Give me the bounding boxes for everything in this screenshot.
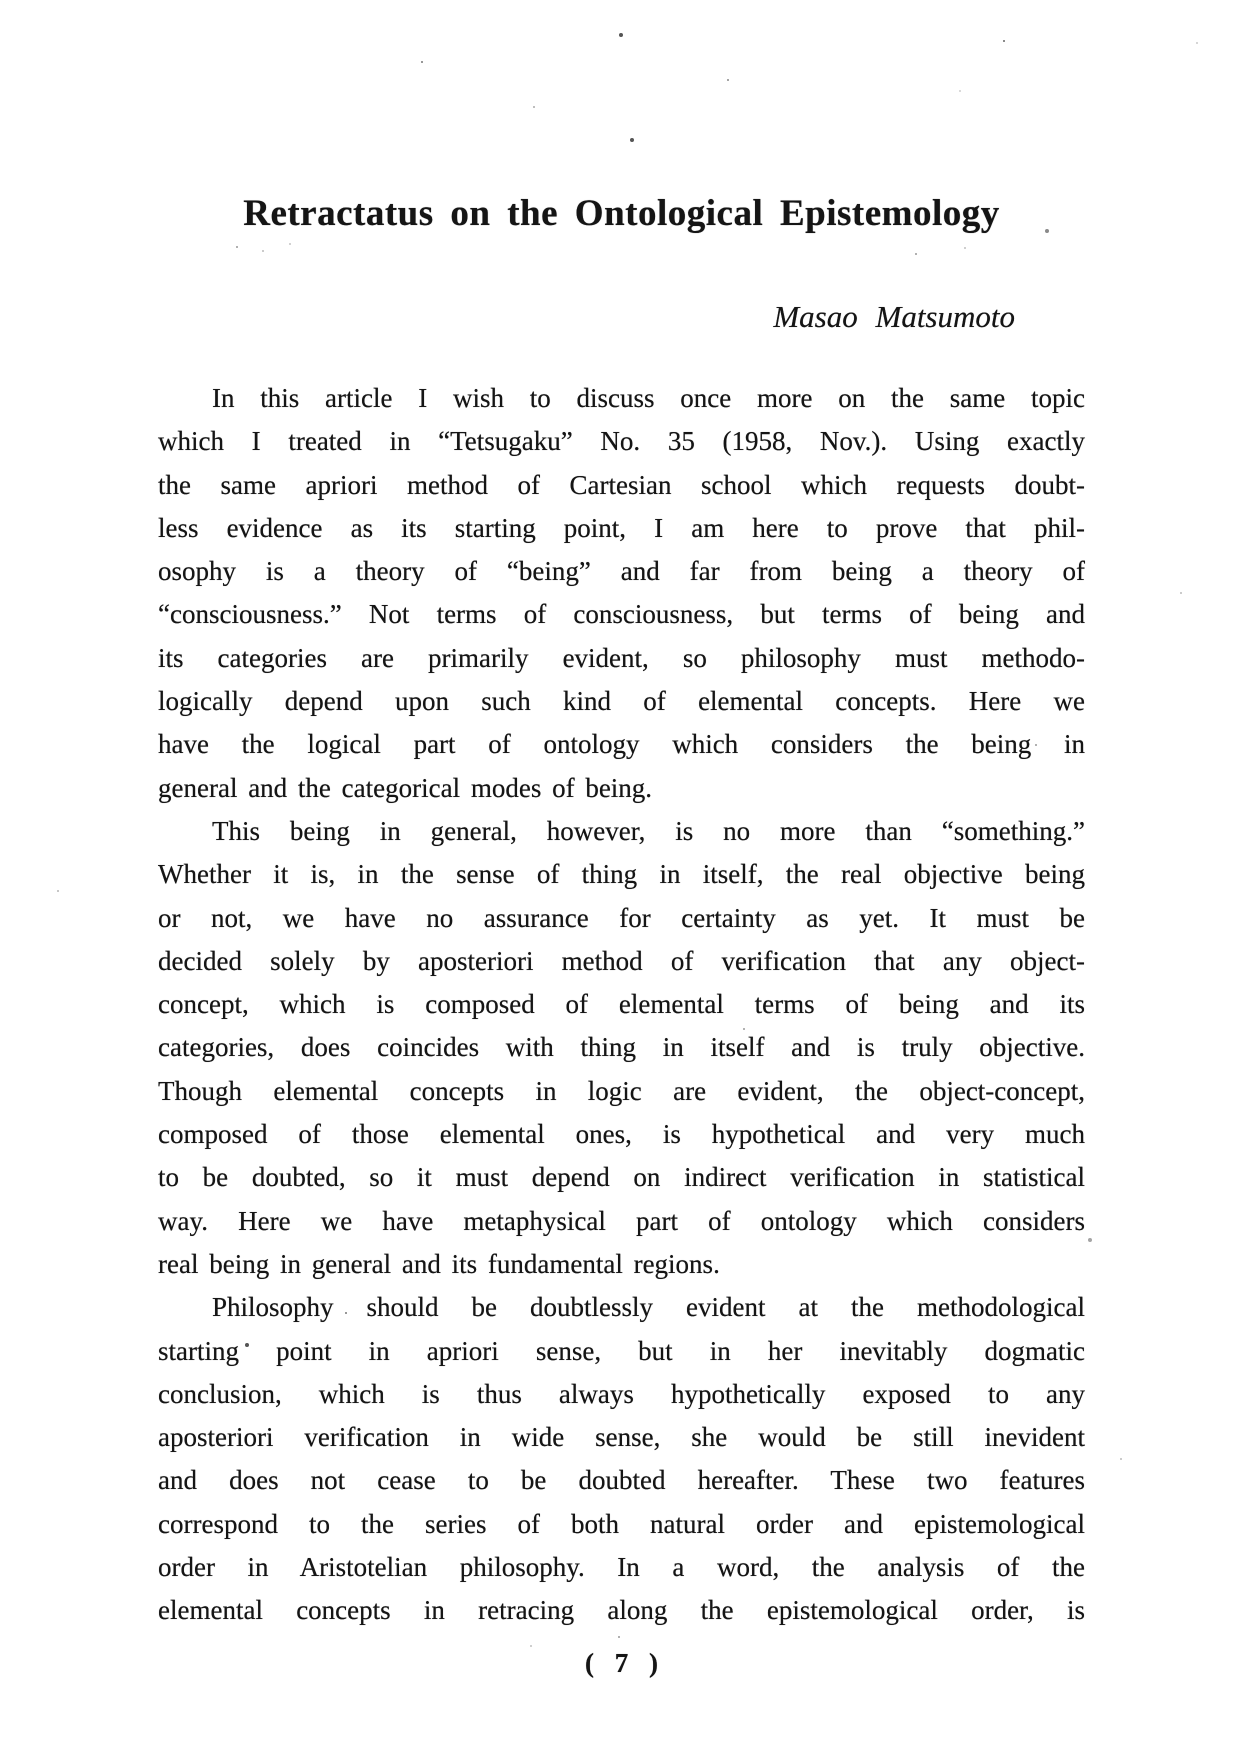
- text-line: starting point in apriori sense, but in her inevitably dogmatic: [158, 1335, 1085, 1366]
- text-line: less evidence as its starting point, I am here to prove that phil-: [158, 512, 1085, 543]
- text-line: general and the categorical modes of being.: [158, 772, 653, 803]
- text-line: way. Here we have metaphysical part of ontology which considers: [158, 1205, 1085, 1236]
- text-line: logically depend upon such kind of elemental concepts. Here we: [158, 686, 1085, 717]
- text-line: osophy is a theory of “being” and far from being a theory of: [158, 556, 1085, 587]
- scan-noise-speckles: [0, 0, 2, 2]
- author-name: Masao Matsumoto: [773, 299, 1015, 334]
- text-line: conclusion, which is thus always hypothetically exposed to any: [158, 1378, 1085, 1409]
- text-line: have the logical part of ontology which considers the being in: [158, 729, 1085, 760]
- text-line: aposteriori verification in wide sense, she would be still inevident: [158, 1422, 1085, 1453]
- page-number: ( 7 ): [585, 1648, 658, 1678]
- text-line: In this article I wish to discuss once more on the same topic: [212, 383, 1085, 413]
- text-line: Though elemental concepts in logic are evident, the object-concept,: [158, 1075, 1085, 1106]
- text-line: order in Aristotelian philosophy. In a word, the analysis of the: [158, 1552, 1085, 1583]
- text-line: decided solely by aposteriori method of verification that any object-: [158, 945, 1085, 976]
- text-line: its categories are primarily evident, so philosophy must methodo-: [158, 642, 1085, 673]
- text-line: “consciousness.” Not terms of consciousness, but terms of being and: [158, 599, 1085, 630]
- text-line: categories, does coincides with thing in itself and is truly objective.: [158, 1032, 1085, 1063]
- text-line: and does not cease to be doubted hereafter. These two features: [158, 1465, 1085, 1496]
- text-line: which I treated in “Tetsugaku” No. 35 (1958, Nov.). Using exactly: [158, 426, 1085, 457]
- text-line: or not, we have no assurance for certainty as yet. It must be: [158, 902, 1085, 933]
- text-line: the same apriori method of Cartesian school which requests doubt-: [158, 469, 1085, 500]
- text-line: Whether it is, in the sense of thing in itself, the real objective being: [158, 859, 1085, 890]
- text-line: to be doubted, so it must depend on indirect verification in statistical: [158, 1162, 1085, 1193]
- text-line: This being in general, however, is no more than “something.”: [212, 815, 1085, 846]
- article-body: [158, 377, 1085, 1633]
- text-line: Philosophy should be doubtlessly evident at the methodological: [212, 1292, 1085, 1323]
- text-line: elemental concepts in retracing along the epistemological order, is: [158, 1595, 1085, 1626]
- text-line: real being in general and its fundamental regions.: [158, 1248, 720, 1279]
- text-line: concept, which is composed of elemental terms of being and its: [158, 989, 1085, 1020]
- text-line: composed of those elemental ones, is hypothetical and very much: [158, 1119, 1085, 1150]
- article-title: Retractatus on the Ontological Epistemology: [243, 193, 1000, 234]
- text-line: correspond to the series of both natural order and epistemological: [158, 1508, 1085, 1539]
